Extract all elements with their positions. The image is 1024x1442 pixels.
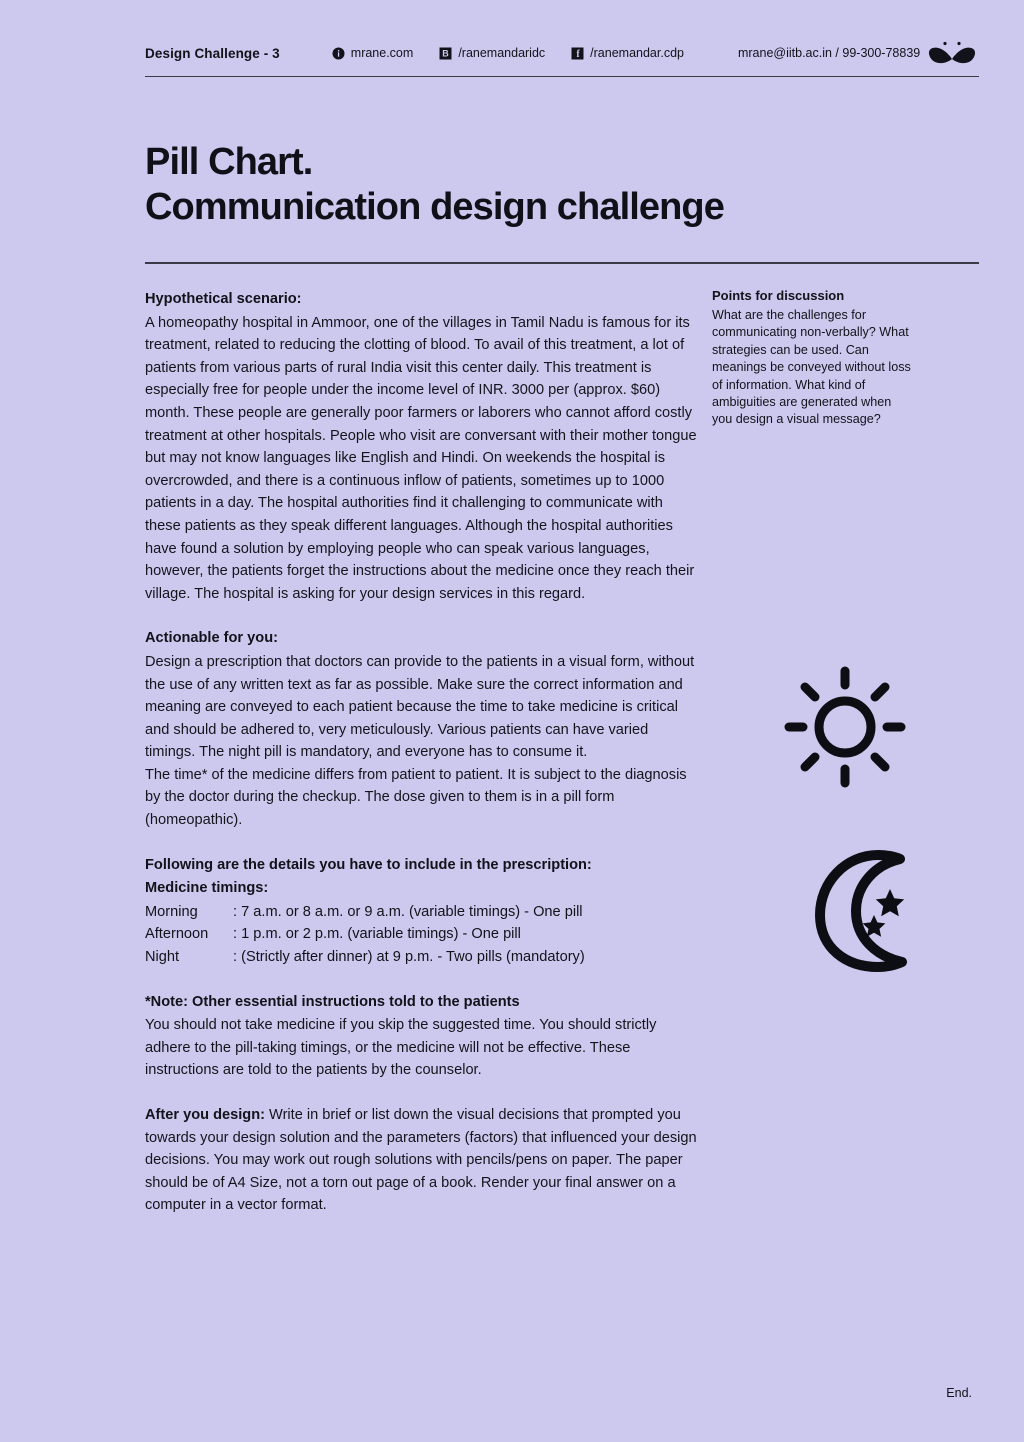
timing-value: : 7 a.m. or 8 a.m. or 9 a.m. (variable timings) - One pill <box>233 903 583 920</box>
actionable-body: Design a prescription that doctors can provide to the patients in a visual form, without the use of any written text as far as possible. Make sure the correct information and meaning are conveyed to each patient because the time to take medicine is critical and should be adhered to, very meticulously. Various patients can have varied timings. The night pill is mandatory, and everyone has to consume it. <box>145 653 695 761</box>
footer-end-label: End. <box>946 1386 972 1400</box>
timing-label: Morning <box>145 903 198 920</box>
behance-icon <box>439 47 452 60</box>
sun-icon <box>775 663 915 791</box>
header-contact: mrane@iitb.ac.in / 99-300-78839 <box>737 46 921 60</box>
scenario-body: A homeopathy hospital in Ammoor, one of the villages in Tamil Nadu is famous for its treatment, related to reducing the clotting of blood. To avail of this treatment, a lot of patients from various parts of rural India visit this center daily. This treatment is especially free for people under the income level of INR. 3000 per (approx. $60) month. These people are generally poor farmers or laborers who cannot afford costly treatment at other hospitals. People who visit are conversant with their mother tongue but may not know languages like English and Hindi. On weekends the hospital is overcrowded, and there is a continuous inflow of patients, sometimes up to 1000 patients in a day. The hospital authorities find it challenging to communicate with these patients as they speak different languages. Although the hospital authorities have found a solution by employing people who can speak various languages, however, the patients forget the instructions about the medicine once they reach their village. The hospital is asking for your design services in this regard. <box>145 314 697 602</box>
scenario-heading: Hypothetical scenario: <box>145 291 302 307</box>
points-for-discussion <box>712 288 912 429</box>
title-divider <box>145 262 979 264</box>
timing-row <box>145 946 697 969</box>
header-link-website[interactable] <box>332 46 414 60</box>
points-body: What are the challenges for communicating non-verbally? What strategies can be used. Can meanings be conveyed without loss of information. What kind of ambiguities are generated when you design a visual message? <box>712 308 911 427</box>
note-heading: *Note: Other essential instructions told to the patients <box>145 993 520 1010</box>
timing-label: Afternoon <box>145 926 209 943</box>
moon-stars-icon <box>790 845 920 973</box>
facebook-icon <box>571 47 584 60</box>
after-you-design-body: Write in brief or list down the visual decisions that prompted you towards your design solution and the parameters (factors) that influenced your design decisions. You may work out rough solutions with pencils/pens on paper. The paper should be of A4 Size, not a torn out page of a book. Render your final answer on a computer in a vector format. <box>145 1107 697 1214</box>
page-title-line-2: Communication design challenge <box>145 185 724 228</box>
timing-row <box>145 923 697 946</box>
page-header <box>145 40 979 77</box>
header-link-facebook[interactable] <box>571 46 684 60</box>
svg-text:B: B <box>442 48 450 59</box>
timing-label: Night <box>145 949 180 966</box>
header-link-behance[interactable] <box>439 46 545 60</box>
header-links <box>332 46 684 60</box>
details-heading: Following are the details you have to include in the prescription: <box>145 856 592 873</box>
points-heading: Points for discussion <box>712 288 845 303</box>
timings-heading: Medicine timings: <box>145 880 269 897</box>
timing-value: : 1 p.m. or 2 p.m. (variable timings) - One pill <box>233 926 521 943</box>
timings-list <box>145 901 697 969</box>
after-you-design-paragraph <box>145 1104 697 1217</box>
butterfly-logo <box>925 40 979 66</box>
actionable-heading: Actionable for you: <box>145 630 278 647</box>
page-title-line-1: Pill Chart. <box>145 141 313 183</box>
header-link-behance-label: /ranemandaridc <box>458 46 546 60</box>
after-you-design-heading: After you design: <box>145 1107 265 1123</box>
timing-value: : (Strictly after dinner) at 9 p.m. - Two pills (mandatory) <box>233 949 585 966</box>
info-icon <box>332 47 345 60</box>
header-title: Design Challenge - 3 <box>145 45 280 61</box>
actionable-body-2: The time* of the medicine differs from patient to patient. It is subject to the diagnosis by the doctor during the checkup. The dose given to them is in a pill form (homeopathic). <box>145 766 687 829</box>
svg-text:f: f <box>576 48 580 60</box>
main-content <box>145 288 697 1217</box>
header-link-website-label: mrane.com <box>350 46 414 60</box>
note-body: You should not take medicine if you skip the suggested time. You should strictly adhere to the pill-taking timings, or the medicine will not be effective. These instructions are told to the patients by the counselor. <box>145 1017 657 1079</box>
timing-row <box>145 901 697 924</box>
header-link-facebook-label: /ranemandar.cdp <box>590 46 684 60</box>
page-title <box>145 140 979 230</box>
